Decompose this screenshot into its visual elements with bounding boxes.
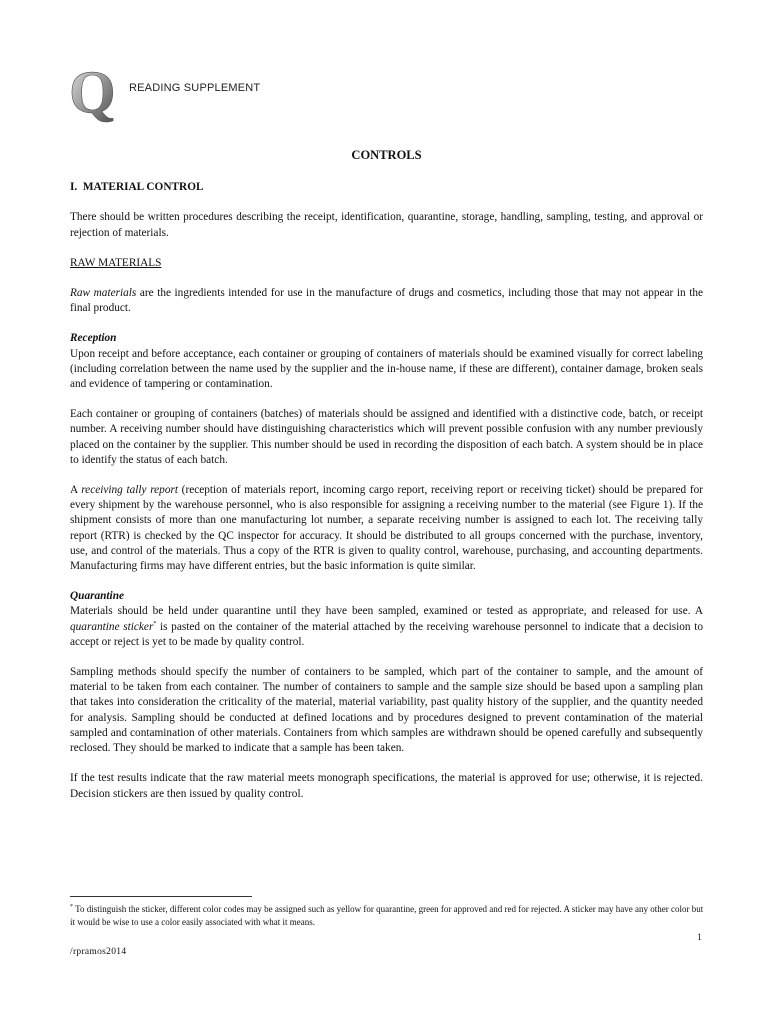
quarantine-paragraph-3: If the test results indicate that the raw material meets monograph specifications, the material is approved for use; otherwise, it is rejected. Decision stickers are then issued by quality control.	[70, 772, 703, 800]
quarantine-text: is pasted on the container of the material attached by the receiving warehouse personnel to indicate that a decision to accept or reject is yet to be made by quality control.	[70, 620, 703, 648]
author-tag: /rpramos2014	[70, 947, 127, 957]
header-label: READING SUPPLEMENT	[129, 82, 261, 94]
section-number: I.	[70, 181, 78, 194]
section-title: MATERIAL CONTROL	[82, 181, 204, 194]
reception-paragraph-1: Upon receipt and before acceptance, each container or grouping of containers of materials should be examined visually for correct labeling (including correlation between the name used by the supplier and the in-house name, if these are different), container damage, broken seals and evidence of tampering or contamination.	[70, 347, 703, 391]
section-heading	[70, 180, 703, 195]
footnote	[70, 903, 710, 929]
raw-materials-text: are the ingredients intended for use in the manufacture of drugs and cosmetics, including those that may not appear in the final product.	[70, 287, 703, 315]
footnote-divider	[70, 896, 252, 897]
quarantine-intro: Materials should be held under quarantine until they have been sampled, examined or tested as appropriate, and released for use. A	[70, 605, 703, 618]
q-logo-graphic	[68, 64, 128, 126]
rtr-text: (reception of materials report, incoming cargo report, receiving report or receiving ticket) should be prepared for every shipment by the warehouse personnel, who is also responsible for assigning a receiving number to the material (see Figure 1). If the shipment consists of more than one manufacturing lot number, a separate receiving number is assigned to each lot. The receiving tally report (RTR) is checked by the QC inspector for accuracy. It should be distributed to all groups concerned with the purchase, inventory, use, and control of the materials. Thus a copy of the RTR is given to quality control, warehouse, purchasing, and accounting departments. Manufacturing firms may have different entries, but the basic information is quite similar.	[70, 484, 704, 573]
quarantine-heading: Quarantine	[70, 590, 124, 603]
raw-materials-definition	[70, 286, 703, 316]
logo-letter: Q	[69, 64, 116, 125]
footnote-text: To distinguish the sticker, different color codes may be assigned such as yellow for quarantine, green for approved and red for rejected. A sticker may have any other color but it would be wise to use a color easily associated with what it means.	[70, 904, 704, 927]
footnote-reference: *	[153, 620, 157, 627]
document-body	[70, 148, 703, 817]
rtr-term: receiving tally report	[81, 484, 179, 497]
footnote-mark: *	[70, 904, 73, 910]
quarantine-paragraph-2: Sampling methods should specify the number of containers to be sampled, which part of the container to sample, and the amount of material to be taken from each container. The number of containers to sample and the sample size should be based upon a sampling plan that takes into consideration the criticality of the material, material variability, past quality history of the supplier, and the quantity needed for analysis. Sampling should be conducted at defined locations and by procedures designed to prevent contamination of the material sampled and contamination of other materials. Containers from which samples are withdrawn should be opened carefully and subsequently reclosed. They should be marked to indicate that a sample has been taken.	[70, 666, 703, 755]
intro-paragraph: There should be written procedures describing the receipt, identification, quarantine, storage, handling, sampling, testing, and approval or rejection of materials.	[70, 211, 703, 239]
raw-materials-heading: RAW MATERIALS	[70, 256, 162, 269]
q-logo	[68, 64, 128, 126]
quarantine-sticker-term: quarantine sticker	[70, 620, 154, 633]
quarantine-paragraph-1	[70, 604, 703, 650]
raw-materials-term: Raw materials	[70, 287, 137, 300]
reception-paragraph-3	[70, 483, 703, 574]
rtr-intro: A	[70, 484, 82, 497]
page-number: 1	[697, 933, 702, 943]
page-title: CONTROLS	[351, 148, 422, 162]
reception-heading: Reception	[70, 332, 117, 345]
reception-paragraph-2: Each container or grouping of containers (batches) of materials should be assigned and identified with a distinctive code, batch, or receipt number. A receiving number should have distinguishing characteristics which will prevent possible confusion with any number previously placed on the container by the supplier. This number should be used in recording the disposition of each batch. A system should be in place to identify the status of each batch.	[70, 408, 703, 466]
